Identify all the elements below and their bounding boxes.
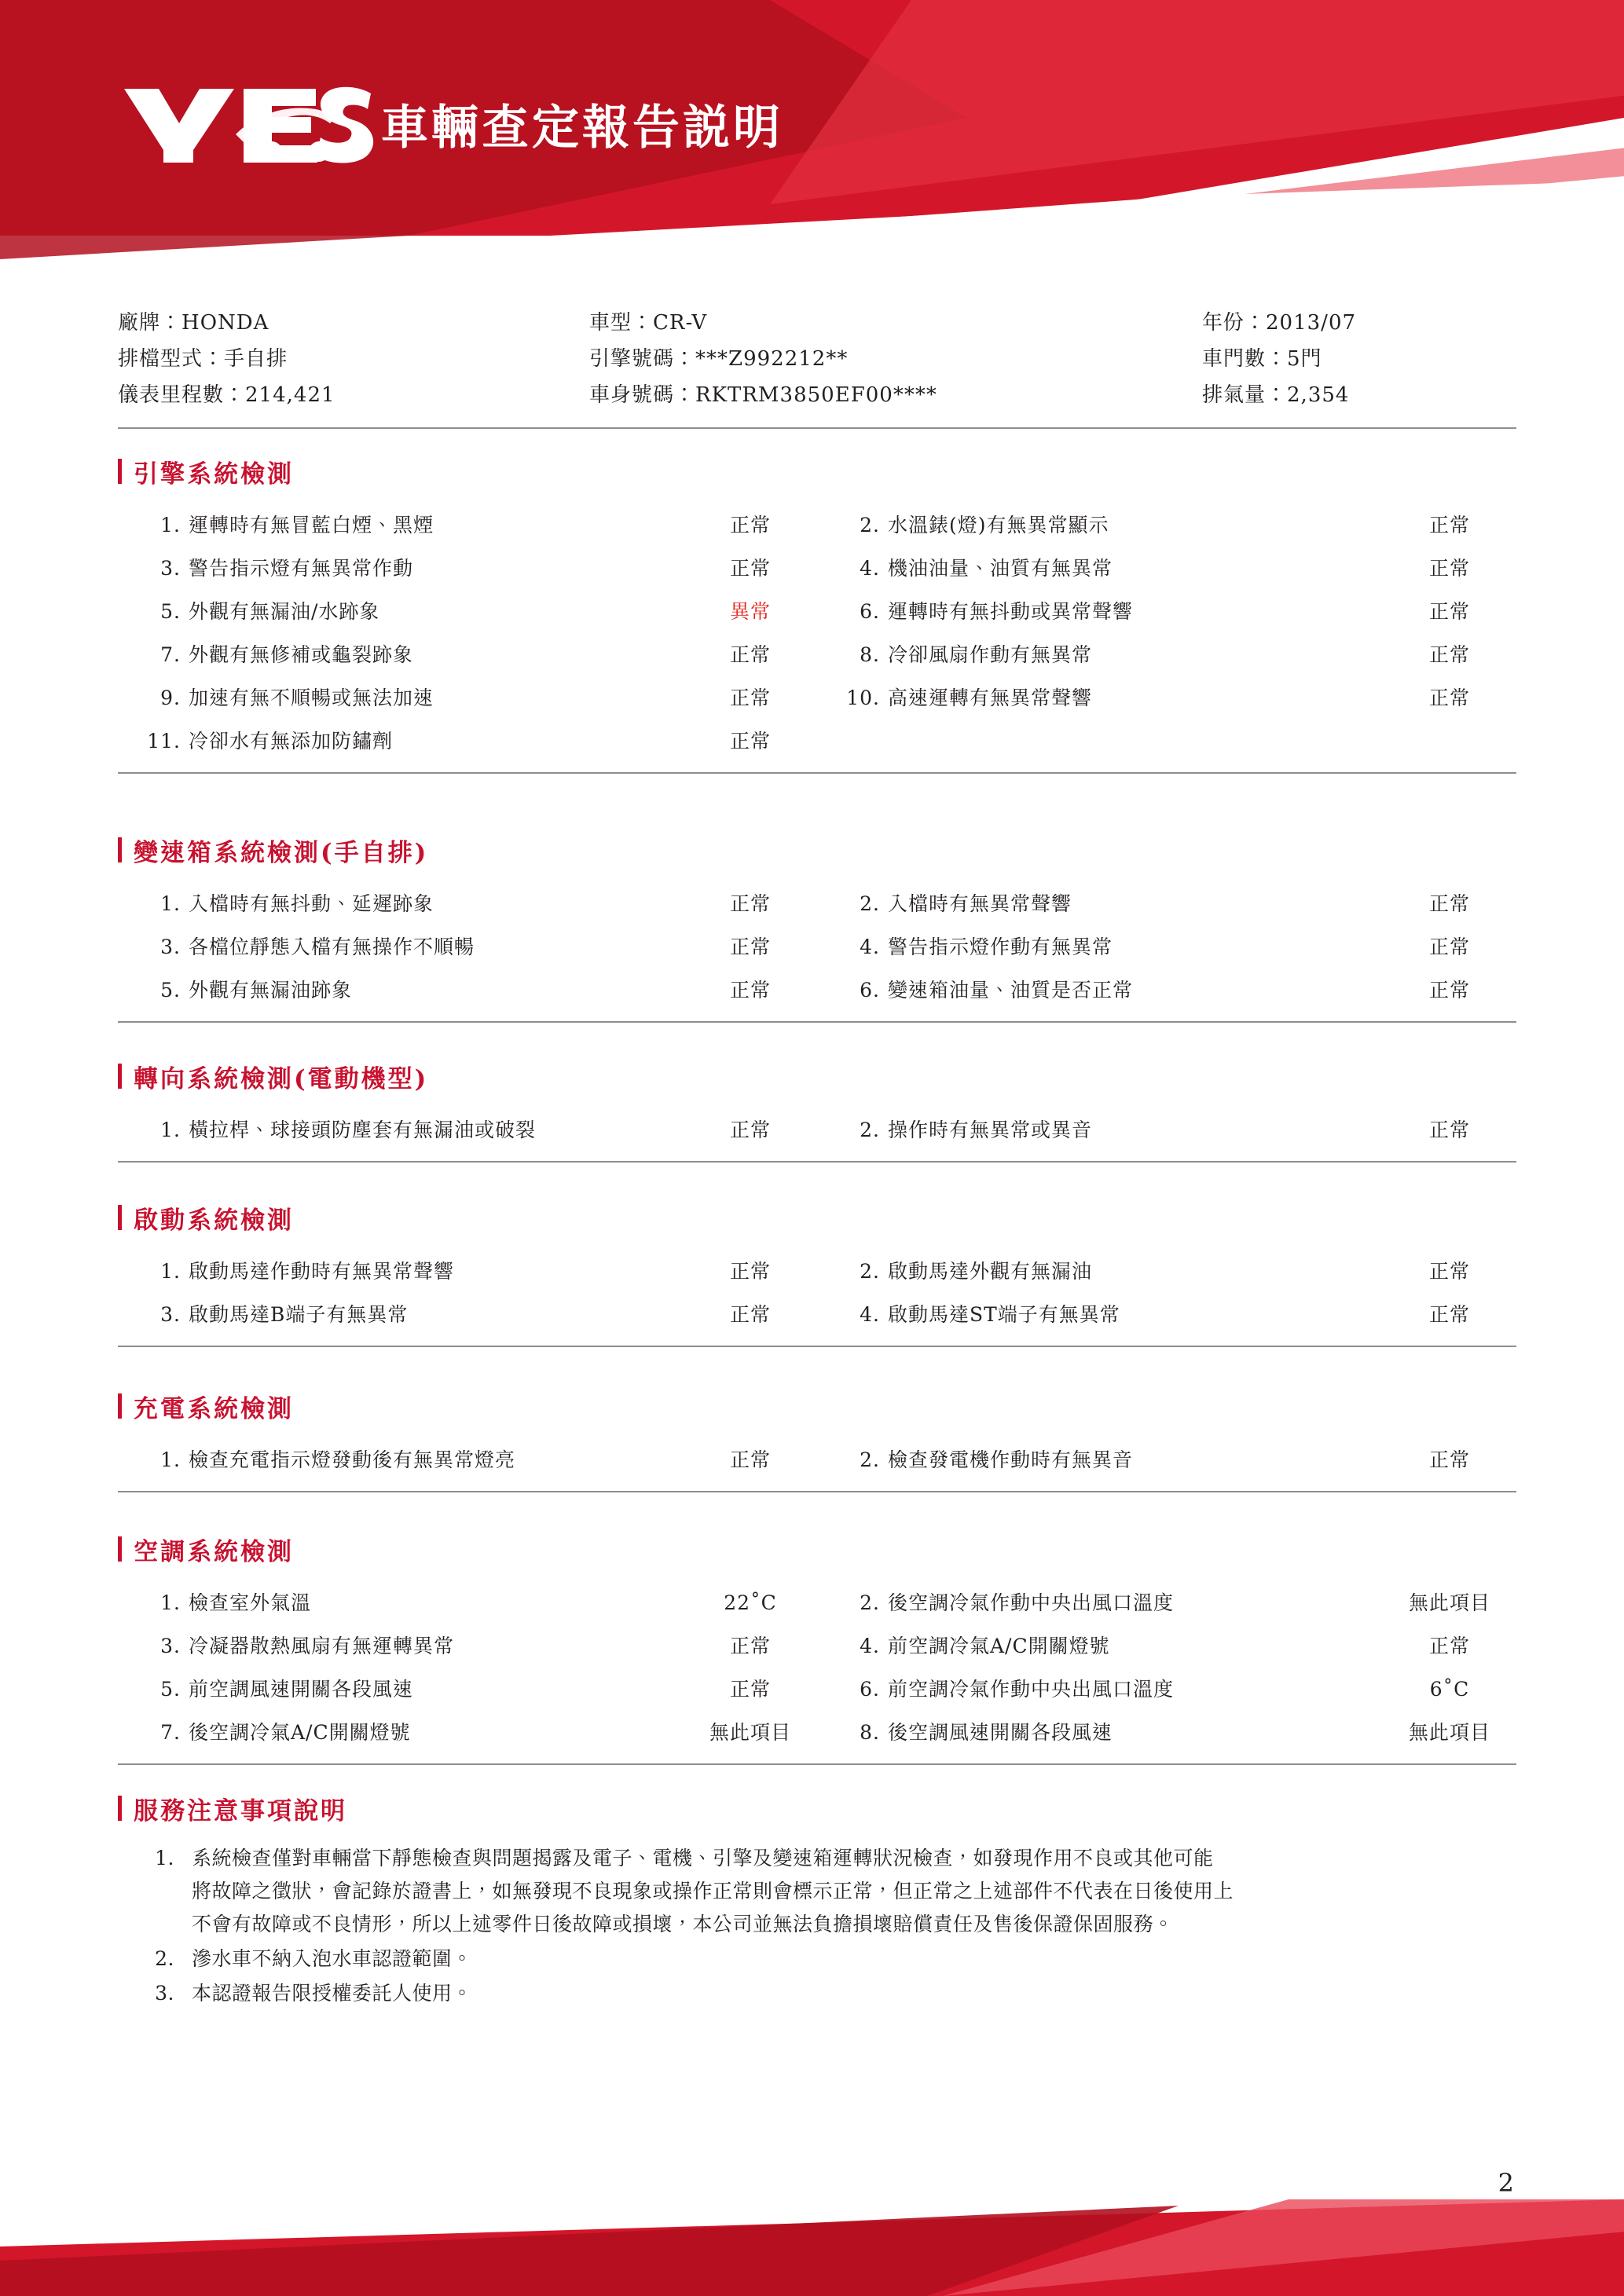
- inspection-item: [118, 676, 817, 720]
- item-value: 6˚C: [1429, 1678, 1470, 1701]
- inspection-row: [118, 1624, 1516, 1668]
- inspection-row: [118, 1108, 1516, 1152]
- inspection-item: [118, 590, 817, 633]
- item-value: 正常: [729, 1448, 771, 1471]
- note-line: 系統檢查僅對車輛當下靜態檢查與問題揭露及電子、電機、引擎及變速箱運轉狀況檢查，如發現作用不良或其他可能: [192, 1847, 1214, 1869]
- inspection-row: [118, 1668, 1516, 1711]
- item-value: 正常: [729, 1678, 771, 1701]
- item-number: 2.: [860, 892, 880, 915]
- item-number: 1.: [160, 1260, 181, 1283]
- item-number: 2.: [860, 1448, 880, 1471]
- vehicle-brand: [118, 305, 589, 341]
- item-text: 外觀有無漏油跡象: [189, 979, 353, 1002]
- item-number: 1.: [160, 1448, 181, 1471]
- note-text: [192, 1943, 1516, 1976]
- item-value: 正常: [1428, 936, 1470, 958]
- item-text: 運轉時有無冒藍白煙、黑煙: [189, 514, 434, 536]
- item-value: 22˚C: [724, 1591, 777, 1614]
- inspection-row: [118, 1250, 1516, 1293]
- section-title: 充電系統檢測: [118, 1389, 1516, 1424]
- vehicle-door-count-label: 車門數：: [1202, 347, 1288, 371]
- inspection-row: [118, 882, 1516, 925]
- inspection-item: [118, 1711, 817, 1754]
- item-text: 各檔位靜態入檔有無操作不順暢: [189, 936, 475, 958]
- inspection-item: [817, 1438, 1516, 1481]
- vehicle-model: [589, 305, 1202, 341]
- inspection-row: [118, 1293, 1516, 1336]
- item-value: 正常: [1428, 1119, 1470, 1141]
- yes-logo: [118, 82, 377, 169]
- item-number: 4.: [860, 936, 880, 958]
- note-line: 本認證報告限授權委託人使用。: [192, 1982, 473, 2005]
- page-number: 2: [1498, 2168, 1514, 2198]
- item-value: 正常: [729, 1303, 771, 1326]
- inspection-item: [817, 1581, 1516, 1624]
- vehicle-year-value: 2013/07: [1266, 311, 1357, 335]
- item-text: 入檔時有無異常聲響: [888, 892, 1072, 915]
- vehicle-vin-value: RKTRM3850EF00****: [695, 383, 937, 407]
- vehicle-engine-number-label: 引擎號碼：: [589, 347, 696, 371]
- item-value: 正常: [1428, 687, 1470, 709]
- item-number: 5.: [160, 979, 181, 1002]
- item-number: 6.: [860, 600, 880, 623]
- item-number: 2.: [860, 1119, 880, 1141]
- item-text: 機油油量、油質有無異常: [888, 557, 1113, 580]
- vehicle-info-row: [118, 341, 1516, 377]
- item-number: 1.: [160, 514, 181, 536]
- inspection-item: [817, 1624, 1516, 1668]
- item-text: 檢查發電機作動時有無異音: [888, 1448, 1134, 1471]
- item-number: 3.: [160, 936, 181, 958]
- vehicle-mileage: [118, 377, 589, 413]
- inspection-item: [118, 720, 817, 763]
- page-header: [0, 0, 1624, 298]
- note-line: 將故障之徵狀，會記錄於證書上，如無發現不良現象或操作正常則會標示正常，但正常之上述部件不代表在日後使用上: [192, 1880, 1234, 1902]
- notes-list: [118, 1834, 1516, 2010]
- section-items: [118, 497, 1516, 774]
- item-text: 冷凝器散熱風扇有無運轉異常: [189, 1635, 455, 1657]
- note-item: [118, 1842, 1516, 1941]
- item-value: 正常: [1428, 1303, 1470, 1326]
- item-number: 1.: [160, 892, 181, 915]
- item-text: 外觀有無修補或龜裂跡象: [189, 643, 414, 666]
- section-items: [118, 876, 1516, 1023]
- item-value: 正常: [1428, 600, 1470, 623]
- item-text: 啟動馬達B端子有無異常: [189, 1303, 409, 1326]
- item-value: 正常: [729, 687, 771, 709]
- item-value: 正常: [1428, 979, 1470, 1002]
- section-charging: [118, 1389, 1516, 1492]
- section-items: [118, 1243, 1516, 1347]
- item-text: 冷卻水有無添加防鏽劑: [189, 730, 394, 753]
- item-text: 變速箱油量、油質是否正常: [888, 979, 1134, 1002]
- section-title: 引擎系統檢測: [118, 454, 1516, 489]
- item-value: 正常: [1428, 514, 1470, 536]
- section-engine: [118, 454, 1516, 774]
- inspection-row: [118, 1711, 1516, 1754]
- vehicle-brand-value: HONDA: [181, 311, 269, 335]
- item-number: 8.: [860, 1721, 880, 1744]
- note-item: [118, 1977, 1516, 2010]
- vehicle-brand-label: 廠牌：: [118, 311, 182, 335]
- item-value: 無此項目: [709, 1721, 791, 1744]
- item-text: 入檔時有無抖動、延遲跡象: [189, 892, 434, 915]
- inspection-item: [118, 1438, 817, 1481]
- inspection-item: [118, 882, 817, 925]
- vehicle-mileage-label: 儀表里程數：: [118, 383, 246, 407]
- item-value: 正常: [1428, 1260, 1470, 1283]
- item-number: 9.: [160, 687, 181, 709]
- vehicle-transmission-label: 排檔型式：: [118, 347, 225, 371]
- inspection-item: [817, 1293, 1516, 1336]
- section-steering: [118, 1059, 1516, 1163]
- item-text: 前空調冷氣A/C開關燈號: [888, 1635, 1110, 1657]
- item-value: 正常: [729, 979, 771, 1002]
- inspection-item: [118, 1293, 817, 1336]
- item-text: 啟動馬達ST端子有無異常: [888, 1303, 1120, 1326]
- inspection-row: [118, 676, 1516, 720]
- inspection-item: [817, 1668, 1516, 1711]
- vehicle-model-value: CR-V: [653, 311, 708, 335]
- section-air-conditioning: [118, 1532, 1516, 1765]
- inspection-item: [817, 633, 1516, 676]
- section-title: 轉向系統檢測(電動機型): [118, 1059, 1516, 1094]
- note-line: 滲水車不納入泡水車認證範圍。: [192, 1947, 473, 1970]
- page-title: 車輛查定報告説明: [381, 101, 783, 156]
- item-text: 後空調風速開關各段風速: [888, 1721, 1113, 1744]
- section-starter: [118, 1200, 1516, 1347]
- item-value: 無此項目: [1408, 1591, 1490, 1614]
- inspection-row: [118, 547, 1516, 590]
- section-transmission: [118, 833, 1516, 1023]
- inspection-row: [118, 969, 1516, 1012]
- inspection-item: [118, 925, 817, 969]
- item-text: 橫拉桿、球接頭防塵套有無漏油或破裂: [189, 1119, 537, 1141]
- inspection-item: [817, 504, 1516, 547]
- inspection-row: [118, 925, 1516, 969]
- item-text: 後空調冷氣A/C開關燈號: [189, 1721, 411, 1744]
- item-text: 加速有無不順暢或無法加速: [189, 687, 434, 709]
- inspection-item: [817, 969, 1516, 1012]
- item-value: 異常: [729, 600, 771, 623]
- item-value: 正常: [1428, 557, 1470, 580]
- inspection-item: [817, 676, 1516, 720]
- vehicle-displacement-value: 2,354: [1287, 383, 1350, 407]
- item-text: 高速運轉有無異常聲響: [888, 687, 1093, 709]
- item-value: 正常: [729, 514, 771, 536]
- item-text: 檢查室外氣溫: [189, 1591, 312, 1614]
- note-line: 不會有故障或不良情形，所以上述零件日後故障或損壞，本公司並無法負擔損壞賠償責任及售後保證保固服務。: [192, 1913, 1174, 1935]
- item-number: 4.: [860, 1303, 880, 1326]
- inspection-row: [118, 1581, 1516, 1624]
- item-value: 正常: [729, 557, 771, 580]
- inspection-item: [817, 590, 1516, 633]
- section-items: [118, 1575, 1516, 1765]
- vehicle-door-count: [1202, 341, 1516, 377]
- vehicle-displacement-label: 排氣量：: [1202, 383, 1288, 407]
- item-number: 5.: [160, 600, 181, 623]
- vehicle-engine-number-value: ***Z992212**: [695, 347, 849, 371]
- item-number: 11.: [147, 730, 181, 753]
- note-text: [192, 1977, 1516, 2010]
- inspection-item: [118, 969, 817, 1012]
- vehicle-displacement: [1202, 377, 1516, 413]
- item-text: 外觀有無漏油/水跡象: [189, 600, 380, 623]
- inspection-row: [118, 504, 1516, 547]
- item-number: 8.: [860, 643, 880, 666]
- vehicle-transmission-value: 手自排: [224, 347, 288, 371]
- vehicle-vin: [589, 377, 1202, 413]
- inspection-item: [118, 547, 817, 590]
- vehicle-info-row: [118, 377, 1516, 413]
- inspection-item: [118, 1668, 817, 1711]
- section-title: 啟動系統檢測: [118, 1200, 1516, 1236]
- vehicle-mileage-value: 214,421: [245, 383, 335, 407]
- vehicle-engine-number: [589, 341, 1202, 377]
- item-value: 正常: [729, 643, 771, 666]
- inspection-item: [118, 633, 817, 676]
- section-items: [118, 1102, 1516, 1163]
- inspection-row: [118, 633, 1516, 676]
- item-number: 1.: [160, 1591, 181, 1614]
- inspection-item: [817, 1711, 1516, 1754]
- note-item: [118, 1943, 1516, 1976]
- item-number: 3.: [160, 1635, 181, 1657]
- note-number: 3.: [155, 1982, 174, 2005]
- note-text: [192, 1842, 1516, 1941]
- note-number: 1.: [155, 1847, 174, 1869]
- item-text: 水溫錶(燈)有無異常顯示: [888, 514, 1109, 536]
- inspection-item: [817, 882, 1516, 925]
- item-number: 2.: [860, 1591, 880, 1614]
- item-number: 3.: [160, 557, 181, 580]
- item-number: 7.: [160, 1721, 181, 1744]
- inspection-item: [817, 1108, 1516, 1152]
- item-number: 2.: [860, 514, 880, 536]
- vehicle-door-count-value: 5門: [1287, 347, 1322, 371]
- item-value: 正常: [729, 730, 771, 753]
- item-text: 前空調冷氣作動中央出風口溫度: [888, 1678, 1175, 1701]
- item-value: 正常: [729, 892, 771, 915]
- section-title: 變速箱系統檢測(手自排): [118, 833, 1516, 868]
- item-value: 正常: [729, 1119, 771, 1141]
- item-number: 5.: [160, 1678, 181, 1701]
- section-items: [118, 1432, 1516, 1492]
- vehicle-model-label: 車型：: [589, 311, 654, 335]
- item-number: 1.: [160, 1119, 181, 1141]
- item-number: 7.: [160, 643, 181, 666]
- vehicle-year-label: 年份：: [1202, 311, 1267, 335]
- inspection-item-empty: [817, 720, 1516, 763]
- item-number: 6.: [860, 1678, 880, 1701]
- item-text: 警告指示燈作動有無異常: [888, 936, 1113, 958]
- item-value: 正常: [1428, 1448, 1470, 1471]
- item-number: 4.: [860, 557, 880, 580]
- item-text: 警告指示燈有無異常作動: [189, 557, 414, 580]
- item-value: 正常: [1428, 1635, 1470, 1657]
- item-value: 正常: [1428, 643, 1470, 666]
- inspection-item: [817, 547, 1516, 590]
- vehicle-info-row: [118, 305, 1516, 341]
- item-text: 前空調風速開關各段風速: [189, 1678, 414, 1701]
- item-text: 後空調冷氣作動中央出風口溫度: [888, 1591, 1175, 1614]
- item-text: 運轉時有無抖動或異常聲響: [888, 600, 1134, 623]
- item-value: 無此項目: [1408, 1721, 1490, 1744]
- item-number: 2.: [860, 1260, 880, 1283]
- inspection-row: [118, 720, 1516, 763]
- vehicle-info-block: [118, 305, 1516, 429]
- item-number: 4.: [860, 1635, 880, 1657]
- vehicle-vin-label: 車身號碼：: [589, 383, 696, 407]
- item-number: 10.: [846, 687, 880, 709]
- page-footer: [0, 2199, 1624, 2296]
- section-title: 服務注意事項說明: [118, 1791, 1516, 1826]
- item-text: 冷卻風扇作動有無異常: [888, 643, 1093, 666]
- item-value: 正常: [729, 1260, 771, 1283]
- item-number: 3.: [160, 1303, 181, 1326]
- item-text: 啟動馬達外觀有無漏油: [888, 1260, 1093, 1283]
- item-value: 正常: [1428, 892, 1470, 915]
- item-value: 正常: [729, 1635, 771, 1657]
- item-number: 6.: [860, 979, 880, 1002]
- item-text: 檢查充電指示燈發動後有無異常燈亮: [189, 1448, 516, 1471]
- inspection-item: [817, 925, 1516, 969]
- inspection-item: [118, 1108, 817, 1152]
- inspection-item: [118, 1250, 817, 1293]
- inspection-item: [817, 1250, 1516, 1293]
- item-value: 正常: [729, 936, 771, 958]
- inspection-item: [118, 504, 817, 547]
- inspection-item: [118, 1581, 817, 1624]
- vehicle-year: [1202, 305, 1516, 341]
- inspection-row: [118, 1438, 1516, 1481]
- note-number: 2.: [155, 1947, 174, 1970]
- item-text: 操作時有無異常或異音: [888, 1119, 1093, 1141]
- inspection-row: [118, 590, 1516, 633]
- section-title: 空調系統檢測: [118, 1532, 1516, 1567]
- section-service-notes: [118, 1791, 1516, 2012]
- vehicle-transmission: [118, 341, 589, 377]
- item-text: 啟動馬達作動時有無異常聲響: [189, 1260, 455, 1283]
- inspection-item: [118, 1624, 817, 1668]
